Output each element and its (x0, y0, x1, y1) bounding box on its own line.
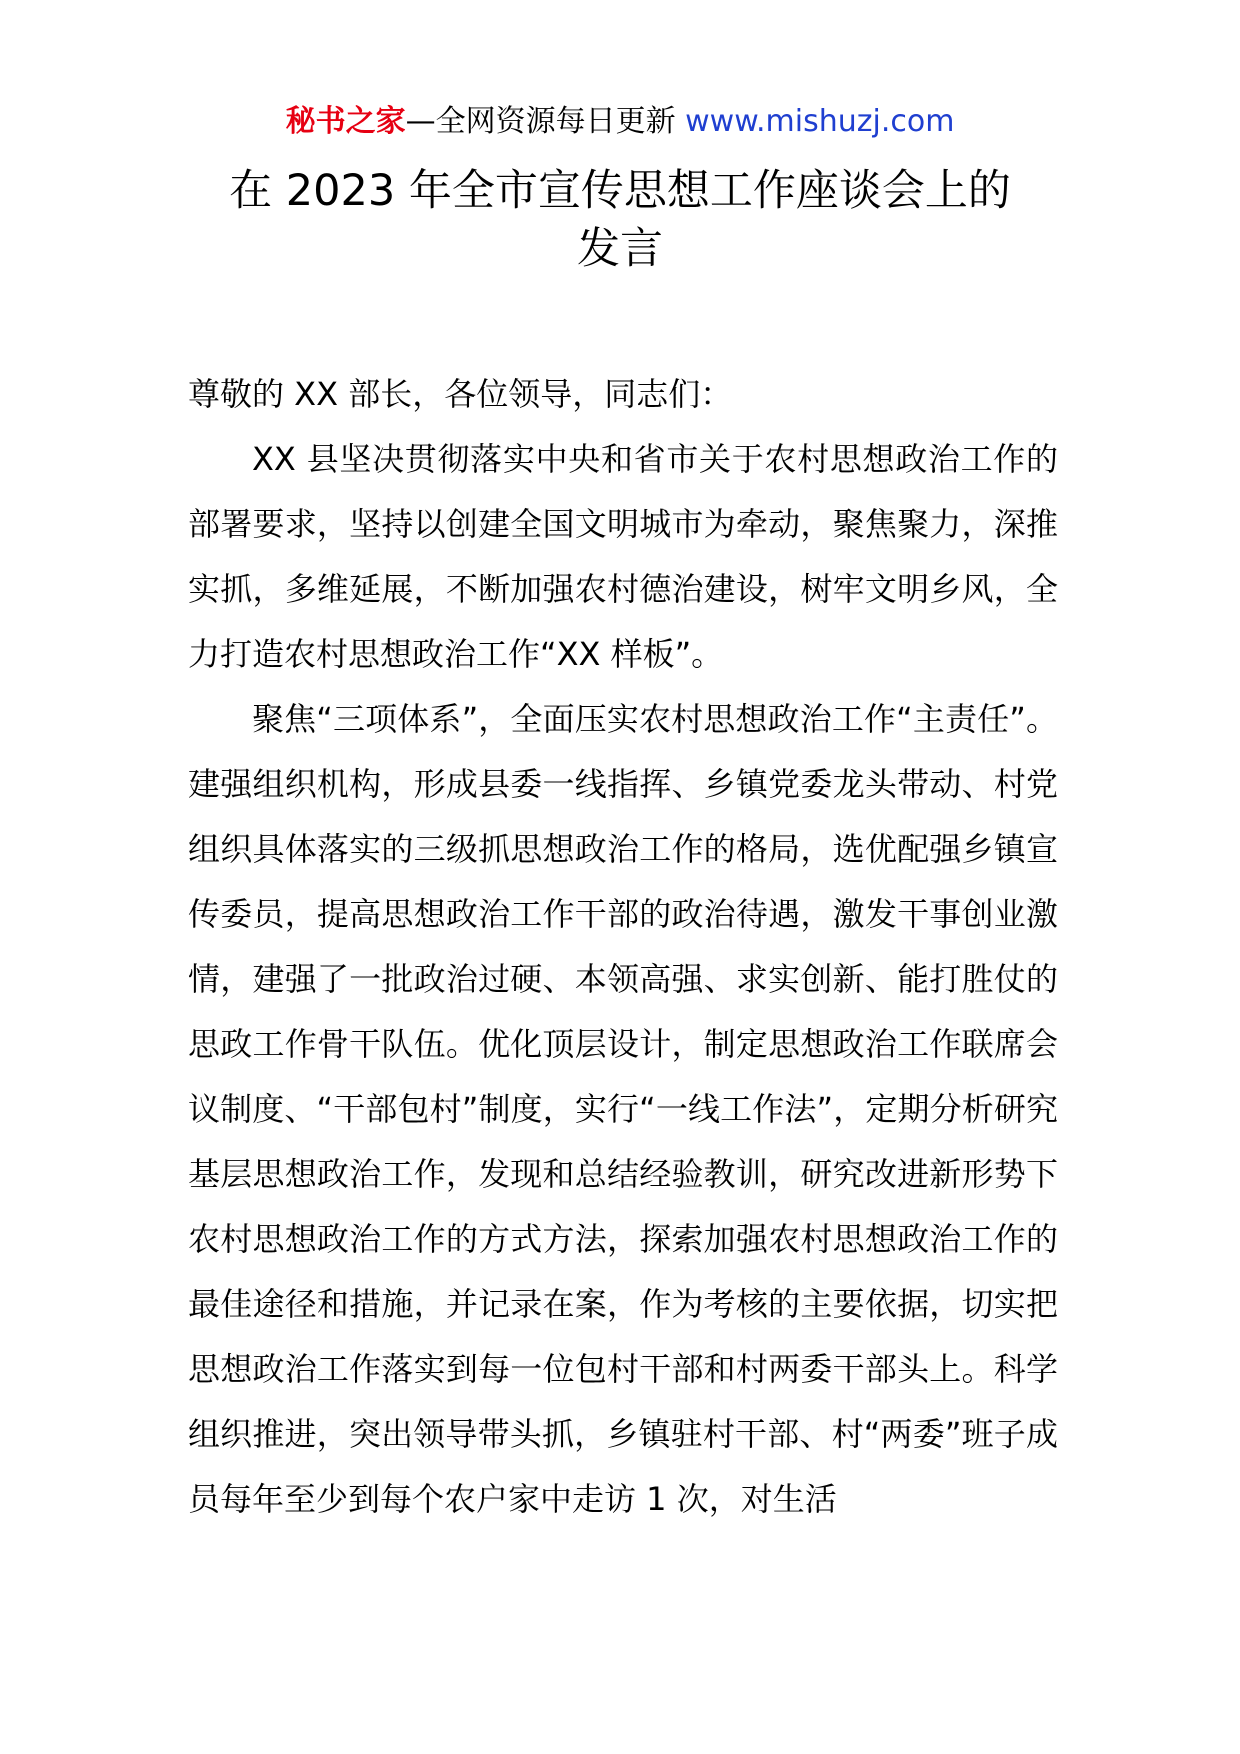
site-url-link[interactable]: www.mishuzj.com (685, 104, 955, 139)
salutation: 尊敬的 XX 部长，各位领导，同志们： (188, 375, 733, 413)
brand-name: 秘书之家 (285, 104, 406, 139)
document-body (188, 362, 1058, 1532)
title-line-1: 在 2023 年全市宣传思想工作座谈会上的 (229, 166, 1011, 216)
title-line-2: 发言 (577, 224, 663, 274)
document-title (130, 162, 1110, 278)
site-header (0, 102, 1240, 142)
paragraph-2: 聚焦“三项体系”，全面压实农村思想政治工作“主责任”。建强组织机构，形成县委一线指挥、乡镇党委龙头带动、村党组织具体落实的三级抓思想政治工作的格局，选优配强乡镇宣传委员，提高思想政治工作干部的政治待遇，激发干事创业激情，建强了一批政治过硬、本领高强、求实创新、能打胜仗的思政工作骨干队伍。优化顶层设计，制定思想政治工作联席会议制度、“干部包村”制度，实行“一线工作法”，定期分析研究基层思想政治工作，发现和总结经验教训，研究改进新形势下农村思想政治工作的方式方法，探索加强农村思想政治工作的最佳途径和措施，并记录在案，作为考核的主要依据，切实把思想政治工作落实到每一位包村干部和村两委干部头上。科学组织推进，突出领导带头抓，乡镇驻村干部、村“两委”班子成员每年至少到每个农户家中走访 1 次，对生活 (188, 700, 1058, 1518)
header-tagline: —全网资源每日更新 (405, 104, 676, 139)
paragraph-1: XX 县坚决贯彻落实中央和省市关于农村思想政治工作的部署要求，坚持以创建全国文明城市为牵动，聚焦聚力，深推实抓，多维延展，不断加强农村德治建设，树牢文明乡风，全力打造农村思想政治工作“XX 样板”。 (188, 440, 1058, 673)
